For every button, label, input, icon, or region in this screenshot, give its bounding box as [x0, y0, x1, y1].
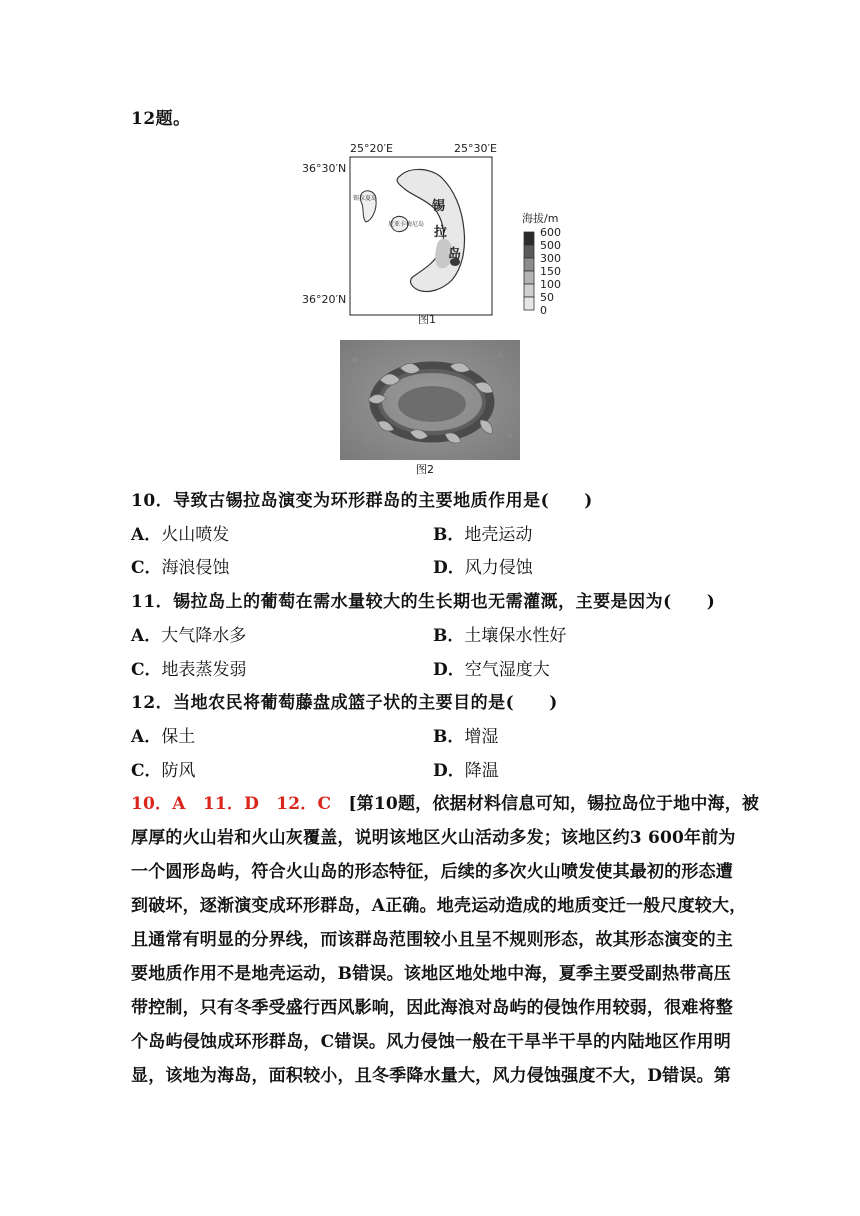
legend-swatch — [524, 284, 534, 297]
legend-value: 50 — [540, 291, 554, 304]
intro-text: 12题。 — [131, 109, 191, 129]
legend-swatch — [524, 245, 534, 258]
legend-value: 500 — [540, 239, 561, 252]
elevation-legend — [524, 226, 561, 317]
legend-swatch — [524, 258, 534, 271]
q11-option-d: D．空气湿度大 — [433, 660, 550, 680]
island-label-xi: 锡 — [432, 199, 446, 214]
legend-swatch — [524, 232, 534, 245]
answer-line-9: 显，该地为海岛，面积较小，且冬季降水量大，风力侵蚀强度不大，D错误。第 — [131, 1066, 731, 1086]
answer-line-4: 到破坏，逐渐演变成环形群岛，A正确。地壳运动造成的地质变迁一般尺度较大， — [131, 896, 747, 916]
lat-top-label: 36°30′N — [302, 162, 347, 175]
legend-value: 600 — [540, 226, 561, 239]
figure-1-map — [292, 138, 582, 330]
answer-line-5: 且通常有明显的分界线，而该群岛范围较小且呈不规则形态，故其形态演变的主 — [131, 930, 733, 950]
therasia-label: 锡拉夏岛 — [353, 195, 378, 202]
lon-left-label: 25°20′E — [350, 142, 393, 155]
answer-line-6: 要地质作用不是地壳运动，B错误。该地区地处地中海，夏季主要受副热带高压 — [131, 964, 731, 984]
q10-option-a: A．火山喷发 — [131, 525, 230, 545]
figure-2-photo — [340, 340, 520, 460]
answer-line-3: 一个圆形岛屿，符合火山岛的形态特征，后续的多次火山喷发使其最初的形态遭 — [131, 862, 733, 882]
answer-key: 10．A 11．D 12．C — [131, 794, 332, 814]
legend-value: 300 — [540, 252, 561, 265]
answer-explanation — [131, 787, 760, 1093]
answer-line-1: 10．A 11．D 12．C [第10题，依据材料信息可知，锡拉岛位于地中海，被 — [131, 794, 760, 814]
legend-swatch — [524, 271, 534, 284]
legend-title: 海拔/m — [522, 212, 559, 225]
lon-right-label: 25°30′E — [454, 142, 497, 155]
q11-option-c: C．地表蒸发弱 — [131, 660, 247, 680]
legend-swatch — [524, 297, 534, 310]
answer-line-7: 带控制，只有冬季受盛行西风影响，因此海浪对岛屿的侵蚀作用较弱，很难将整 — [131, 998, 733, 1018]
figure-2-caption: 图2 — [416, 463, 434, 476]
legend-value: 0 — [540, 304, 547, 317]
answer-line-2: 厚厚的火山岩和火山灰覆盖，说明该地区火山活动多发；该地区约3 600年前为 — [131, 828, 736, 848]
q12-option-c: C．防风 — [131, 761, 196, 781]
lat-bottom-label: 36°20′N — [302, 293, 347, 306]
q10-option-c: C．海浪侵蚀 — [131, 558, 230, 578]
nea-kameni-label: 尼亚卡梅尼岛 — [388, 221, 425, 228]
island-label-dao: 岛 — [448, 247, 462, 262]
island-label-la: 拉 — [434, 225, 448, 240]
q11-option-b: B．土壤保水性好 — [433, 626, 567, 646]
answer-line-8: 个岛屿侵蚀成环形群岛，C错误。风力侵蚀一般在干旱半干旱的内陆地区作用明 — [131, 1032, 731, 1052]
question-11-stem: 11．锡拉岛上的葡萄在需水量较大的生长期也无需灌溉，主要是因为( ) — [131, 592, 716, 612]
q12-option-b: B．增湿 — [433, 727, 499, 747]
legend-value: 150 — [540, 265, 561, 278]
q11-option-a: A．大气降水多 — [131, 626, 247, 646]
question-12-stem: 12．当地农民将葡萄藤盘成篮子状的主要目的是( ) — [131, 693, 558, 713]
figure-1-caption: 图1 — [418, 313, 436, 326]
legend-value: 100 — [540, 278, 561, 291]
q10-option-b: B．地壳运动 — [433, 525, 533, 545]
q12-option-d: D．降温 — [433, 761, 499, 781]
q12-option-a: A．保土 — [131, 727, 196, 747]
q10-option-d: D．风力侵蚀 — [433, 558, 533, 578]
question-10-stem: 10．导致古锡拉岛演变为环形群岛的主要地质作用是( ) — [131, 491, 593, 511]
